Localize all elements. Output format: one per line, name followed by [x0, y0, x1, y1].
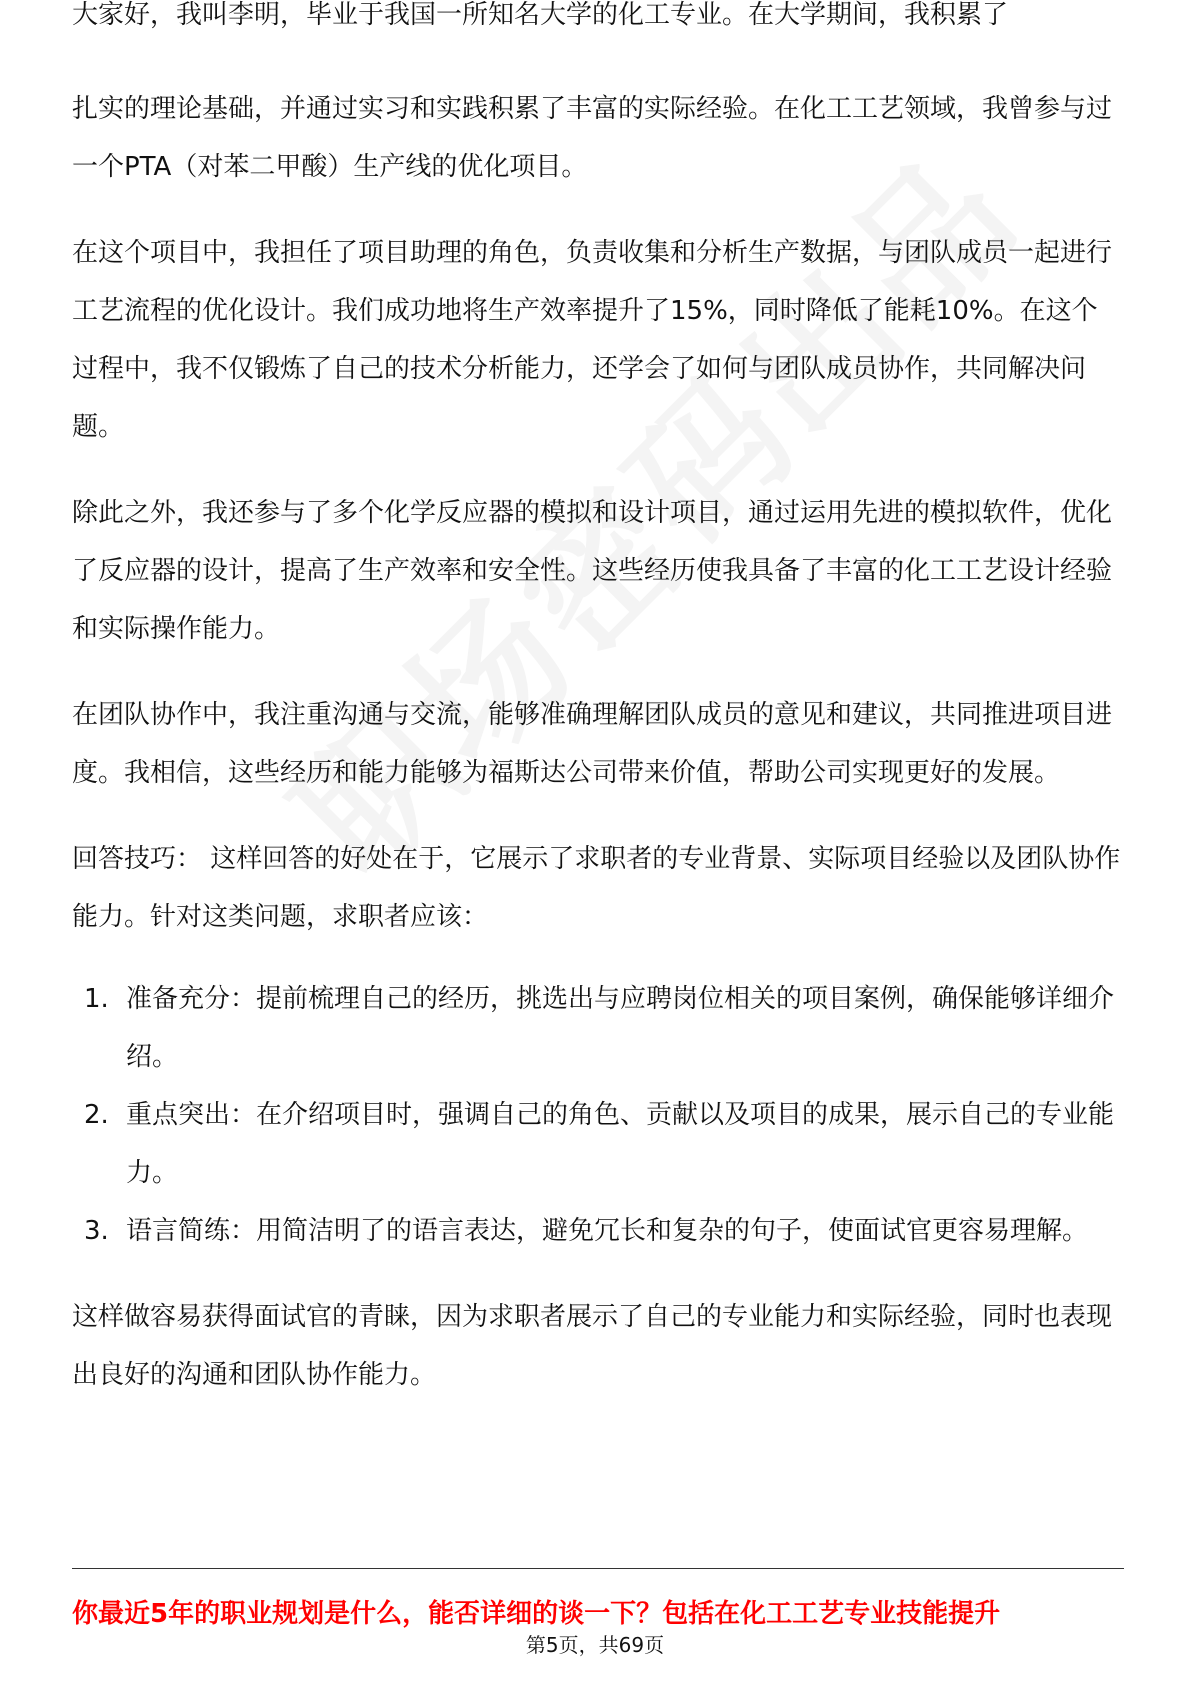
list-item-text: 重点突出：在介绍项目时，强调自己的角色、贡献以及项目的成果，展示自己的专业能力。 [126, 1100, 1115, 1188]
next-question-heading: 你最近5年的职业规划是什么，能否详细的谈一下？包括在化工工艺专业技能提升 [72, 1599, 1001, 1629]
paragraph-reactor-projects: 除此之外，我还参与了多个化学反应器的模拟和设计项目，通过运用先进的模拟软件，优化了反应器的设计，提高了生产效率和安全性。这些经历使我具备了丰富的化工工艺设计经验和实际操作能力。 [72, 498, 1113, 644]
paragraph-project-intro: 扎实的理论基础，并通过实习和实践积累了丰富的实际经验。在化工工艺领域，我曾参与过一个PTA（对苯二甲酸）生产线的优化项目。 [72, 94, 1113, 182]
paragraph-answer-tips: 回答技巧： 这样回答的好处在于，它展示了求职者的专业背景、实际项目经验以及团队协作能力。针对这类问题，求职者应该： [72, 844, 1121, 932]
horizontal-divider [72, 1568, 1124, 1569]
page-number: 第5页，共69页 [525, 1633, 665, 1657]
list-item-number: 2. [84, 1100, 109, 1130]
list-item-text: 语言简练：用简洁明了的语言表达，避免冗长和复杂的句子，使面试官更容易理解。 [126, 1216, 1089, 1246]
paragraph-teamwork: 在团队协作中，我注重沟通与交流，能够准确理解团队成员的意见和建议，共同推进项目进度。我相信，这些经历和能力能够为福斯达公司带来价值，帮助公司实现更好的发展。 [72, 700, 1113, 788]
tips-list [72, 970, 1122, 1260]
list-item-number: 1. [84, 984, 109, 1014]
list-item [72, 1202, 1122, 1260]
list-item-text: 准备充分：提前梳理自己的经历，挑选出与应聘岗位相关的项目案例，确保能够详细介绍。 [126, 984, 1115, 1072]
list-item [72, 970, 1122, 1086]
paragraph-project-role: 在这个项目中，我担任了项目助理的角色，负责收集和分析生产数据，与团队成员一起进行工艺流程的优化设计。我们成功地将生产效率提升了15%，同时降低了能耗10%。在这个过程中，我不仅锻炼了自己的技术分析能力，还学会了如何与团队成员协作，共同解决问题。 [72, 238, 1113, 442]
list-item [72, 1086, 1122, 1202]
document-body [72, 80, 1122, 1404]
paragraph-conclusion: 这样做容易获得面试官的青睐，因为求职者展示了自己的专业能力和实际经验，同时也表现出良好的沟通和团队协作能力。 [72, 1302, 1113, 1390]
cut-off-top-line: 大家好，我叫李明，毕业于我国一所知名大学的化工专业。在大学期间，我积累了 [72, 0, 1009, 30]
list-item-number: 3. [84, 1216, 109, 1246]
